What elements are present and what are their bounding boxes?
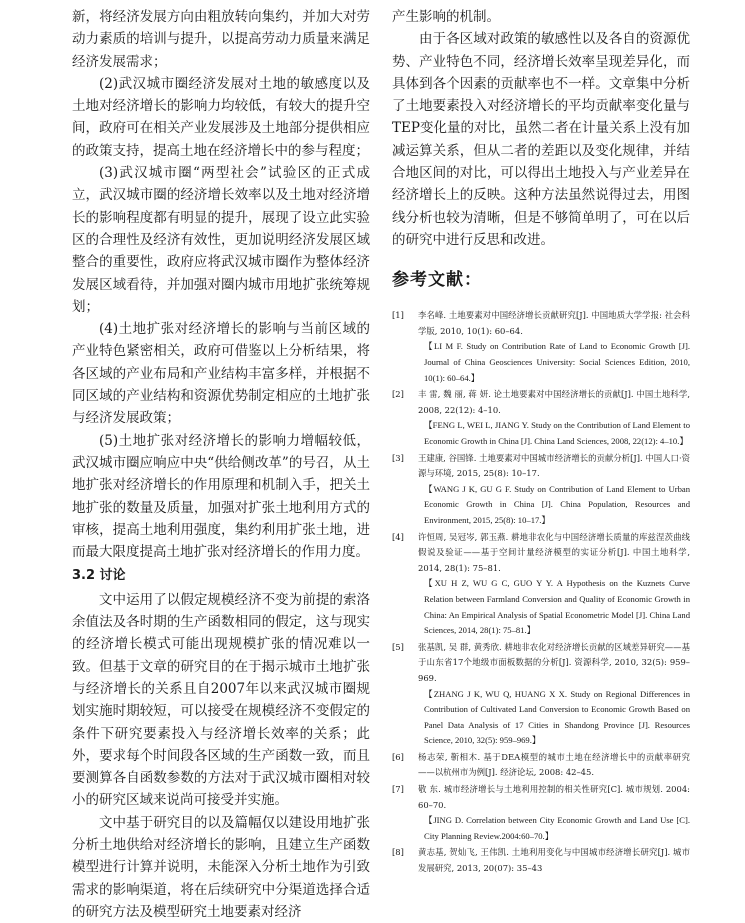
- conclusion-item-4: (4)土地扩张对经济增长的影响与当前区域的产业特色紧密相关，政府可借鉴以上分析结果，将各区域的产业布局和产业结构丰富多样，并根据不同区域的产业结构和资源优势制定相应的土地扩张与经济发展政策；: [72, 321, 370, 427]
- body-paragraph: 产生影响的机制。: [392, 9, 500, 25]
- reference-text-en: 【JING D. Correlation between City Economic Growth and Land Use [C]. City Planning Review.2004:60–70.】: [424, 815, 690, 841]
- reference-number: [8]: [392, 847, 404, 858]
- discussion-paragraph: 文中运用了以假定规模经济不变为前提的索洛余值法及各时期的生产函数相同的假定，这与现实的经济增长模式可能出现规模扩张的情况难以一致。但基于文章的研究目的在于揭示城市土地扩张与经济增长的关系且自2007年以来武汉城市圈规划实施时期较短，可以接受在规模经济不变假定的条件下研究要素投入与经济增长效率的关系；此外，要求每个时间段各区域的生产函数一致，而且要测算各自函数参数的方法对于武汉城市圈相对较小的研究区域来说尚可接受并实施。: [72, 591, 370, 809]
- reference-item: [392, 750, 690, 781]
- reference-number: [5]: [392, 641, 404, 652]
- reference-text-cn: 李名峰. 土地要素对中国经济增长贡献研究[J]. 中国地质大学学报: 社会科学版, 2010, 10(1): 60–64.: [418, 310, 690, 336]
- reference-item: [392, 387, 690, 449]
- reference-item: [392, 782, 690, 844]
- conclusion-item-2: (2)武汉城市圈经济发展对土地的敏感度以及土地对经济增长的影响力均较低，有较大的提升空间，政府可在相关产业发展涉及土地部分提供相应的政策支持，提高土地在经济增长中的参与程度；: [72, 75, 370, 159]
- conclusion-item-3: (3)武汉城市圈“两型社会”试验区的正式成立，武汉城市圈的经济增长效率以及土地对经济增长的影响程度都有明显的提升，展现了设立此实验区的合理性及经济有效性，更加说明经济发展区域整合的重要性，政府应将武汉城市圈作为整体经济发展区域看待，并加强对圈内城市用地扩张统筹规划；: [72, 165, 370, 315]
- reference-item: [392, 451, 690, 529]
- conclusion-item-5: (5)土地扩张对经济增长的影响力增幅较低，武汉城市圈应响应中央“供给侧改革”的号召，从土地扩张对经济增长的作用原理和机制入手，把关土地扩张的数量及质量，加强对扩张土地利用方式的审核，提高土地利用强度，集约利用扩张土地，进而最大限度提高土地扩张对经济增长的作用力度。: [72, 432, 370, 561]
- reference-item: [392, 530, 690, 639]
- reference-text-cn: 敬 东. 城市经济增长与土地利用控制的相关性研究[C]. 城市规划. 2004: 60–70.: [418, 784, 690, 810]
- reference-text-en: 【WANG J K, GU G F. Study on Contribution of Land Element to Urban Economic Growth in China [J]. China Population, Resources and Environment, 2015, 25(8): 10–17.】: [424, 483, 690, 525]
- reference-list: [392, 308, 690, 876]
- reference-number: [3]: [392, 452, 404, 463]
- references-heading: 参考文献：: [392, 270, 482, 291]
- reference-text-cn: 杨志荣, 靳相木. 基于DEA模型的城市土地在经济增长中的贡献率研究——以杭州市为例[J]. 经济论坛, 2008: 42–45.: [418, 751, 690, 778]
- reference-text-en: 【XU H Z, WU G C, GUO Y Y. A Hypothesis on the Kuznets Curve Relation between Farmland Conversion and Quality of Economic Growth in China: An Empirical Analysis of Spatial Econometric Model [J]. China Land Sciences, 2014, 28(1): 75–81.】: [424, 578, 690, 636]
- left-column: [72, 6, 370, 923]
- reference-item: [392, 308, 690, 386]
- reference-number: [1]: [392, 310, 404, 321]
- reference-number: [6]: [392, 751, 404, 762]
- right-column: [392, 6, 690, 878]
- reference-text-cn: 王建康, 谷国锋. 土地要素对中国城市经济增长的贡献分析[J]. 中国人口·资源与环境, 2015, 25(8): 10–17.: [418, 452, 690, 479]
- reference-number: [4]: [392, 531, 404, 542]
- reference-text-en: 【FENG L, WEI L, JIANG Y. Study on the Contribution of Land Element to Economic Growth in China [J]. China Land Sciences, 2008, 22(12): 4–10.】: [424, 420, 690, 447]
- reference-number: [7]: [392, 784, 404, 795]
- reference-number: [2]: [392, 389, 404, 400]
- body-paragraph: 由于各区域对政策的敏感性以及各自的资源优势、产业特色不同，经济增长效率呈现差异化，而具体到各个因素的贡献率也不一样。文章集中分析了土地要素投入对经济增长的平均贡献率变化量与TEP变化量的对比，虽然二者在计量关系上没有加减运算关系，但从二者的差距以及变化规律，并结合地区间的对比，可以得出土地投入与产业差异在经济增长上的反映。这种方法虽然说得过去，用图线分析也较为清晰，但是不够简单明了，可在以后的研究中进行反思和改进。: [392, 31, 690, 248]
- reference-item: [392, 845, 690, 876]
- reference-text-cn: 许恒周, 吴冠岑, 郭玉燕. 耕地非农化与中国经济增长质量的库兹涅茨曲线假说及验证——基于空间计量经济模型的实证分析[J]. 中国土地科学, 2014, 28(1): 75–81.: [418, 531, 690, 573]
- reference-text-en: 【ZHANG J K, WU Q, HUANG X X. Study on Regional Differences in Contribution of Cultivated Land Conversion to Economic Growth Based on Panel Data Analysis of 17 Cities in Shandong Province [J]. Resources Science, 2010, 32(5): 959–969.】: [424, 688, 690, 746]
- body-paragraph: 新，将经济发展方向由粗放转向集约，并加大对劳动力素质的培训与提升，以提高劳动力质量来满足经济发展需求；: [72, 9, 370, 70]
- section-heading-discussion: 3.2 讨论: [72, 568, 126, 584]
- reference-text-cn: 张基凯, 吴 群, 黄秀欣. 耕地非农化对经济增长贡献的区域差异研究——基于山东省17个地级市面板数据的分析[J]. 资源科学, 2010, 32(5): 959–969.: [418, 641, 690, 683]
- reference-text-cn: 黄志基, 贺灿飞, 王伟凯. 土地利用变化与中国城市经济增长研究[J]. 城市发展研究, 2013, 20(07): 35–43: [418, 847, 690, 874]
- discussion-paragraph: 文中基于研究目的以及篇幅仅以建设用地扩张分析土地供给对经济增长的影响，且建立生产函数模型进行计算并说明，未能深入分析土地作为引致需求的影响渠道，将在后续研究中分渠道选择合适的研究方法及模型研究土地要素对经济: [72, 814, 370, 920]
- reference-text-en: 【LI M F. Study on Contribution Rate of Land to Economic Growth [J]. Journal of China Geosciences University: Social Sciences Edition, 2010, 10(1): 60–64.】: [424, 341, 690, 383]
- reference-text-cn: 丰 雷, 魏 丽, 蒋 妍. 论土地要素对中国经济增长的贡献[J]. 中国土地科学, 2008, 22(12): 4–10.: [418, 389, 690, 415]
- reference-item: [392, 640, 690, 749]
